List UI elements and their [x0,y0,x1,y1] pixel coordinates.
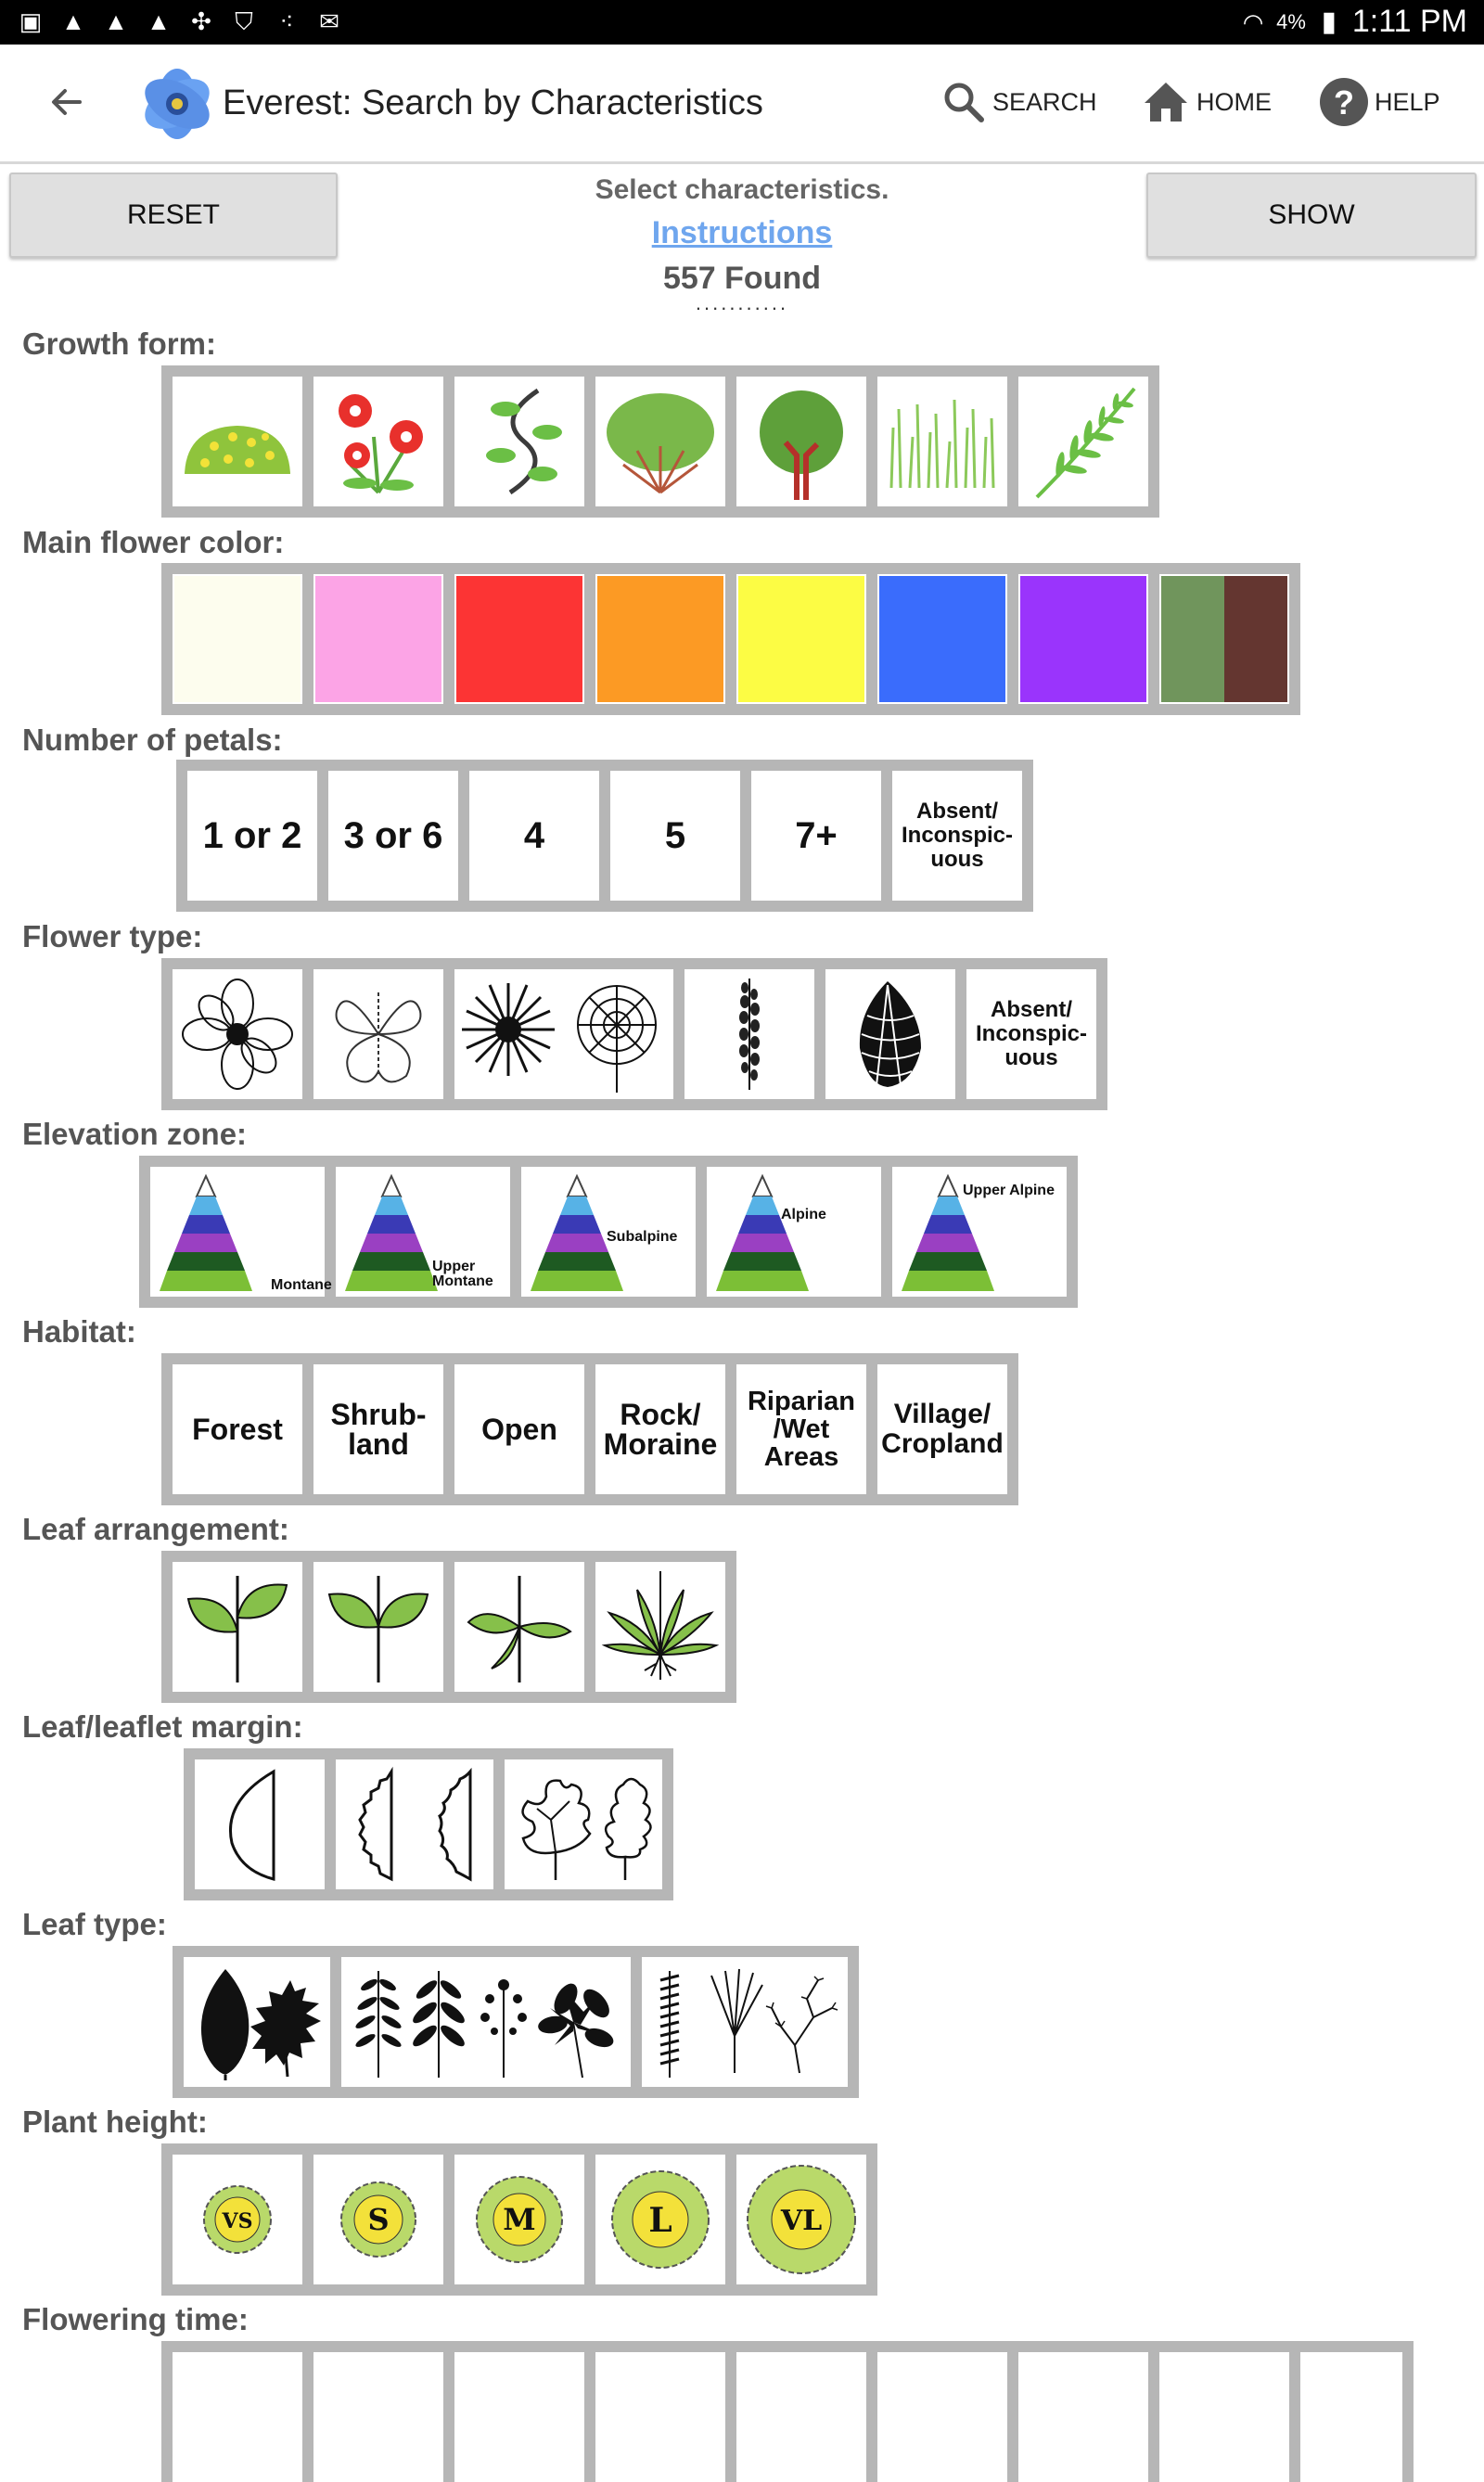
loading-dots: ........... [695,291,789,314]
flowering-time-tile[interactable] [454,2352,584,2482]
mail-icon: ✉ [319,7,339,35]
compound-leaf-icon [341,1962,631,2082]
pinwheel-icon: ✣ [191,7,211,35]
petal-label: 7+ [795,814,838,856]
clock: 1:11 PM [1351,4,1467,39]
absent-line: Absent/ [915,799,998,824]
shrub-icon [600,381,721,502]
absent-label [902,800,1013,872]
zone-label: Montane [271,1277,332,1293]
zone-label: Montane [432,1273,493,1289]
color-swatch-white[interactable] [173,574,302,704]
daisy-badge-icon [318,2159,439,2280]
basal-rosette-icon [600,1567,721,1687]
petal-label: 3 or 6 [343,814,443,856]
plant-height-m[interactable] [454,2155,584,2284]
section-label-habitat: Habitat: [22,1314,136,1349]
mountain-icon [892,1167,1067,1297]
fern-icon [1023,381,1144,502]
flowering-time-tile[interactable] [1159,2352,1289,2482]
absent-line: Absent/ [990,997,1072,1022]
flowering-time-tile[interactable] [1018,2352,1148,2482]
zone-label: Upper [432,1259,476,1274]
shield-icon: ⛉ [235,7,253,35]
toothed-margin-icon [336,1764,493,1885]
leaf-margin-toothed[interactable] [336,1759,493,1889]
section-label-leaf-margin: Leaf/leaflet margin: [22,1709,303,1744]
color-fill [879,576,1005,702]
simple-leaf-icon [184,1962,330,2082]
leaf-type-options [173,1946,859,2098]
leaf-margin-lobed[interactable] [505,1759,662,1889]
petals-3-or-6[interactable] [328,771,458,901]
habitat-line: land [348,1427,409,1461]
color-fill [597,576,723,702]
leaf-arrangement-opposite[interactable] [313,1562,443,1692]
petals-7-plus[interactable] [751,771,881,901]
habitat-line: Riparian [747,1387,856,1416]
color-swatch-orange[interactable] [595,574,725,704]
color-fill [738,576,864,702]
growth-form-vine[interactable] [454,377,584,506]
flower-type-radial[interactable] [173,969,302,1099]
petals-5[interactable] [610,771,740,901]
cushion-plant-icon [177,390,298,493]
habitat-rock-moraine[interactable] [595,1364,725,1494]
height-label: S [367,2202,390,2237]
plant-height-vs[interactable] [173,2155,302,2284]
help-button[interactable] [1319,76,1440,128]
elevation-subalpine[interactable] [521,1167,696,1297]
home-button-label: HOME [1196,87,1272,116]
warning-icon: ▲ [61,7,85,35]
section-label-leaf-arrangement: Leaf arrangement: [22,1512,289,1546]
habitat-line: Moraine [603,1427,718,1461]
leaf-margin-entire[interactable] [195,1759,325,1889]
toolbar [0,163,1484,330]
color-fill [174,576,301,702]
section-label-plant-height: Plant height: [22,2105,208,2139]
habitat-line: Open [481,1413,557,1446]
color-swatch-red[interactable] [454,574,584,704]
svg-text:?: ? [1334,83,1354,122]
growth-form-grass[interactable] [877,377,1007,506]
elevation-montane[interactable] [150,1167,332,1297]
plant-height-options [161,2143,877,2296]
color-swatch-yellow[interactable] [736,574,866,704]
habitat-line: Areas [763,1442,839,1472]
height-label: VL [780,2205,823,2237]
help-icon [1319,77,1369,127]
composite-flower-icon [457,974,671,1094]
section-label-elevation: Elevation zone: [22,1117,248,1151]
flower-type-bilateral[interactable] [313,969,443,1099]
absent-line: Inconspic- [975,1021,1087,1046]
habitat-line: /Wet [773,1414,830,1444]
app-logo [132,61,223,147]
color-fill [456,576,582,702]
mountain-icon [707,1167,881,1297]
zone-label: Subalpine [607,1229,678,1245]
growth-form-cushion[interactable] [173,377,302,506]
petals-4[interactable] [469,771,599,901]
color-fill-green [1161,576,1224,702]
opposite-leaves-icon [318,1567,439,1687]
battery-percent: 4% [1276,9,1306,33]
growth-form-tree[interactable] [736,377,866,506]
color-swatch-blue[interactable] [877,574,1007,704]
flowering-time-tile[interactable] [595,2352,725,2482]
plant-height-s[interactable] [313,2155,443,2284]
flowering-time-tile[interactable] [313,2352,443,2482]
petals-absent[interactable] [892,771,1022,901]
section-label-leaf-type: Leaf type: [22,1907,167,1941]
home-icon [1141,79,1191,125]
section-label-growth-form: Growth form: [22,326,216,361]
elevation-alpine[interactable] [707,1167,881,1297]
habitat-line: Forest [192,1413,283,1446]
habitat-options [161,1353,1018,1505]
absent-line: uous [1004,1045,1058,1070]
growth-form-herb[interactable] [313,377,443,506]
habitat-forest[interactable] [173,1364,302,1494]
petal-label: 4 [523,814,545,856]
habitat-line: Rock/ [620,1398,701,1431]
habitat-open[interactable] [454,1364,584,1494]
daisy-badge-icon [600,2159,721,2280]
color-fill-brown [1224,576,1287,702]
zone-label: Upper Alpine [963,1183,1055,1198]
color-fill [315,576,441,702]
back-arrow-icon [46,82,87,122]
section-label-flower-color: Main flower color: [22,525,285,559]
results-info [417,174,1067,315]
leaf-arrangement-whorled[interactable] [454,1562,584,1692]
petal-label: 5 [664,814,686,856]
section-label-flowering-time: Flowering time: [22,2302,249,2336]
plant-height-l[interactable] [595,2155,725,2284]
search-button-label: SEARCH [992,87,1097,116]
cone-icon [830,974,951,1094]
show-button[interactable]: SHOW [1146,173,1477,258]
spike-flower-icon [689,974,810,1094]
gallery-icon: ▣ [19,7,43,35]
section-label-flower-type: Flower type: [22,919,203,953]
wifi-icon: ◠ [1242,7,1264,36]
bilateral-flower-icon [318,974,439,1094]
habitat-line: Village/ [893,1399,991,1429]
daisy-badge-icon [177,2159,298,2280]
mountain-icon [150,1167,332,1297]
back-button[interactable] [46,82,87,122]
absent-line: uous [930,847,984,872]
needle-scale-leaf-icon [642,1962,848,2082]
flower-type-absent[interactable] [966,969,1096,1099]
prompt-text: Select characteristics. [595,174,889,205]
home-button[interactable] [1141,76,1272,128]
habitat-shrubland[interactable] [313,1364,443,1494]
growth-form-shrub[interactable] [595,377,725,506]
warning-icon: ▲ [147,7,171,35]
section-label-petals: Number of petals: [22,723,283,757]
page-title: Everest: Search by Characteristics [223,83,763,122]
petals-1-or-2[interactable] [187,771,317,901]
color-swatch-pink[interactable] [313,574,443,704]
color-fill [1020,576,1146,702]
flowering-time-tile[interactable] [1300,2352,1402,2482]
habitat-label [330,1400,426,1459]
habitat-village-cropland[interactable] [877,1364,1007,1494]
battery-icon: ▮ [1321,6,1337,37]
leaf-margin-options [184,1748,673,1900]
warning-icon: ▲ [104,7,128,35]
leaf-arrangement-alternate[interactable] [173,1562,302,1692]
status-bar [0,0,1484,45]
instructions-link[interactable]: Instructions [651,215,833,250]
leaf-arrangement-options [161,1551,736,1703]
mountain-icon [336,1167,510,1297]
flower-type-cone[interactable] [825,969,955,1099]
leaf-type-compound[interactable] [341,1957,631,2087]
flowering-time-tile[interactable] [877,2352,1007,2482]
flowering-time-tile[interactable] [173,2352,302,2482]
dots-icon: ⁖ [279,7,294,35]
zone-label: Alpine [781,1207,826,1222]
habitat-label [481,1414,557,1444]
entire-margin-icon [199,1764,320,1885]
habitat-label [192,1414,283,1444]
habitat-line: Cropland [881,1428,1004,1459]
radial-flower-icon [177,974,298,1094]
flower-type-spike[interactable] [684,969,814,1099]
flower-type-composite[interactable] [454,969,673,1099]
color-swatch-green-brown[interactable] [1159,574,1289,704]
habitat-label [881,1400,1004,1459]
height-label: M [503,2202,536,2237]
elevation-upper-montane[interactable] [336,1167,510,1297]
tree-icon [741,381,862,502]
reset-button[interactable]: RESET [9,173,338,258]
growth-form-options [161,365,1159,518]
leaf-arrangement-basal[interactable] [595,1562,725,1692]
absent-label [976,998,1087,1070]
search-icon [940,79,987,125]
search-button[interactable] [940,76,1097,128]
habitat-line: Shrub- [330,1398,427,1431]
flower-color-options [161,563,1300,715]
growth-form-fern[interactable] [1018,377,1148,506]
plant-height-vl[interactable] [736,2155,866,2284]
elevation-upper-alpine[interactable] [892,1167,1067,1297]
whorled-leaves-icon [459,1567,580,1687]
height-label: L [648,2201,672,2240]
height-label: VS [222,2209,253,2233]
grass-icon [882,390,1003,493]
daisy-badge-icon [459,2159,580,2280]
habitat-riparian-wet[interactable] [736,1364,866,1494]
vine-icon [459,381,580,502]
alternate-leaves-icon [177,1567,298,1687]
flower-herb-icon [318,381,439,502]
found-count: 557 Found [662,261,822,296]
elevation-options [139,1156,1078,1308]
color-swatch-purple[interactable] [1018,574,1148,704]
help-button-label: HELP [1375,87,1440,116]
app-bar [0,45,1484,164]
petal-options [176,760,1033,912]
petal-label: 1 or 2 [202,814,302,856]
leaf-type-needle-scale[interactable] [642,1957,848,2087]
mountain-icon [521,1167,696,1297]
daisy-badge-icon [741,2159,862,2280]
leaf-type-simple[interactable] [184,1957,330,2087]
lobed-margin-icon [505,1764,662,1885]
habitat-label [604,1400,718,1459]
flowering-time-tile[interactable] [736,2352,866,2482]
habitat-label [748,1388,855,1471]
absent-line: Inconspic- [901,823,1013,848]
flower-type-options [161,958,1107,1110]
flowering-time-options [161,2341,1414,2482]
